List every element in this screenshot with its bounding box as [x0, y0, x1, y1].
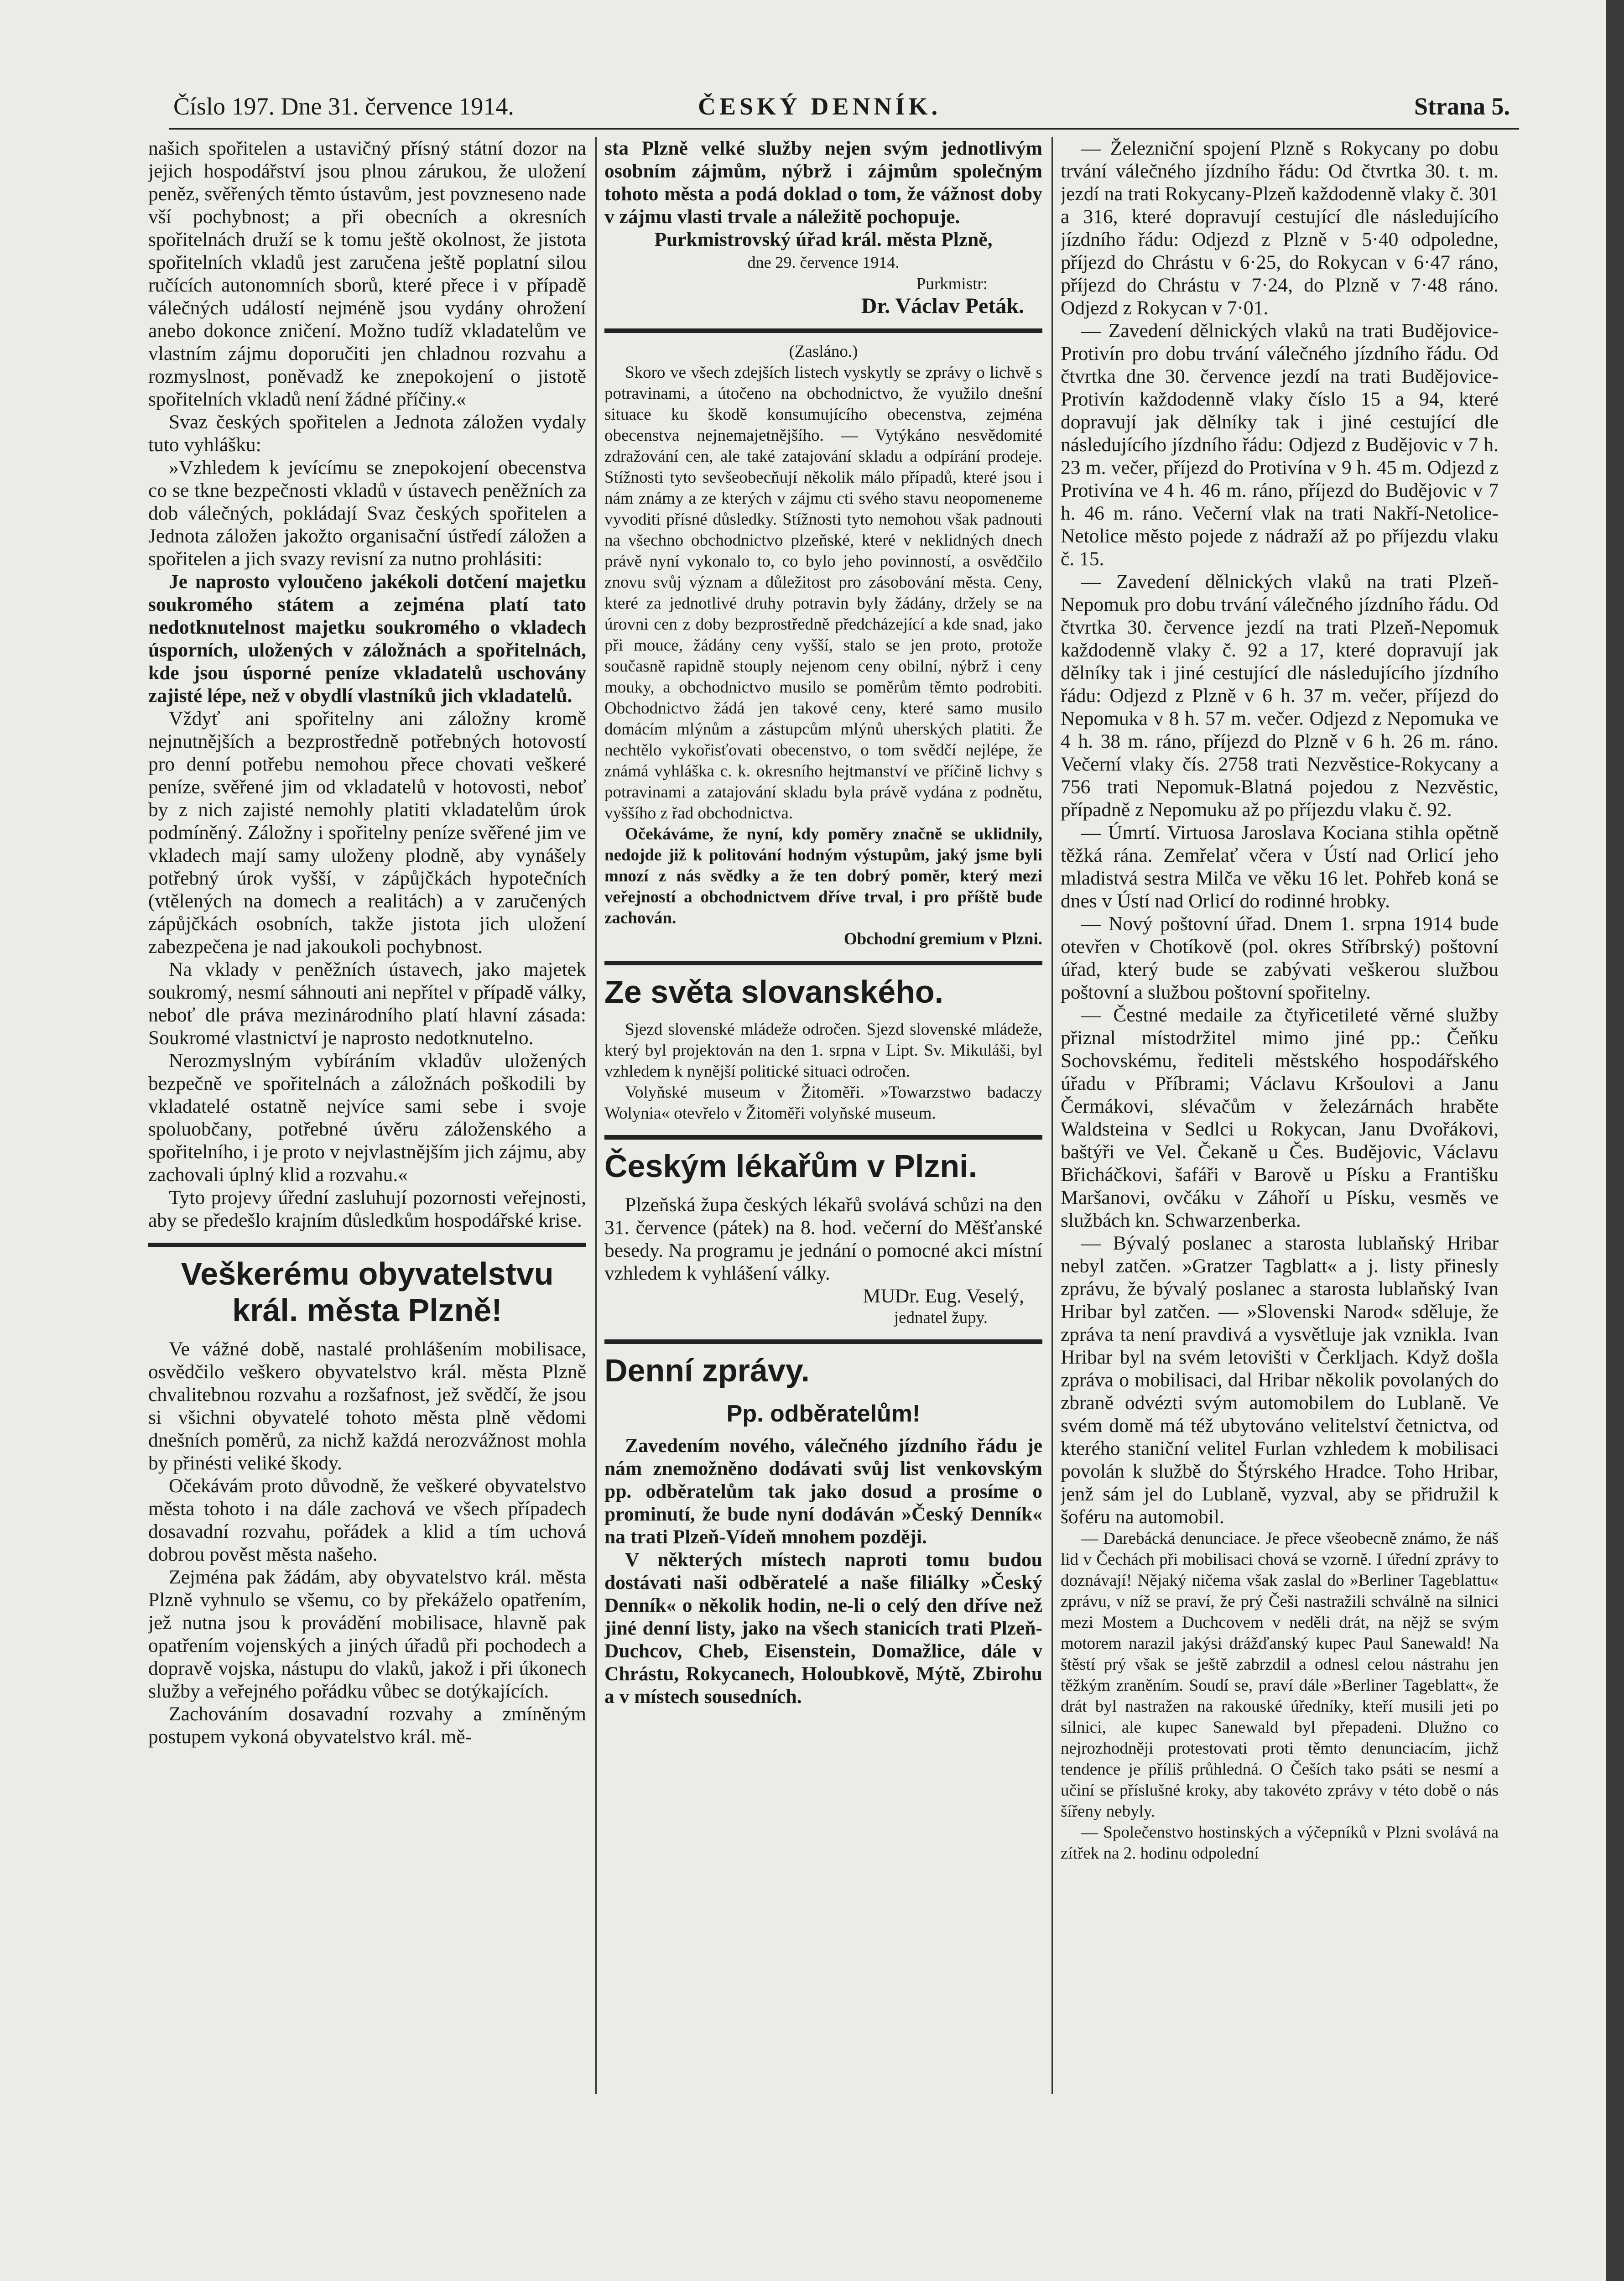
section-headline: Denní zprávy. [604, 1353, 810, 1388]
article-paragraph: Volyňské museum v Žitoměři. »Towarzstwo badaczy Wolynia« otevřelo v Žitoměři volyňské museum. [604, 1083, 1042, 1123]
news-item: — Zavedení dělnických vlaků na trati Plzeň-Nepomuk pro dobu trvání válečného jízdního řádu. Od čtvrtka 30. července jezdí na trati Plzeň-Nepomuk každodenně vlaky č. 92 a 17, které dopravují jak dělníky tak i jiné cestující dle následujícího jízdního řádu: Odjezd z Plzně v 6 h. 37 m. večer, příjezd do Nepomuka v 8 h. 57 m. večer. Odjezd z Nepomuka ve 4 h. 38 m. ráno, příjezd do Plzně v 6 h. 26 m. ráno. Večerní vlaky čís. 2758 trati Nezvěstice-Rokycany a 756 trati Nepomuk-Blatná pojedou z Nezvěstic, případně z Nepomuku až po příjezdu vlaku č. 92. [1061, 571, 1499, 821]
column-1 [148, 137, 586, 2094]
article-paragraph: Tyto projevy úřední zasluhují pozornosti veřejnosti, aby se předešlo krajním důsledkům hospodářské krise. [148, 1187, 586, 1231]
article-paragraph: Na vklady v peněžních ústavech, jako majetek soukromý, nesmí sáhnouti ani nepřítel v případě války, neboť dle práva mezinárodního platí hlavní zásada: Soukromé vlastnictví je naprosto nedotknutelno. [148, 958, 586, 1049]
issue-date: Číslo 197. Dne 31. července 1914. [173, 93, 514, 120]
article-paragraph: Očekávám proto důvodně, že veškeré obyvatelstvo města tohoto i na dále zachová ve všech případech dosavadní rozvahu, pořádek a klid a tím uchová dobrou pověst města našeho. [148, 1475, 586, 1565]
column-2 [604, 137, 1042, 2094]
article-paragraph-bold: V některých místech naproti tomu budou dostávati naši odběratelé a naše filiálky »Český Denník« o několik hodin, ne-li o celý den dříve než jiné denní listy, jako na všech stanicích trati Plzeň-Duchcov, Cheb, Eisenstein, Domažlice, dále v Chrástu, Rokycanech, Holoubkově, Mýtě, Zbirohu a v místech sousedních. [604, 1549, 1042, 1708]
news-item: — Úmrtí. Virtuosa Jaroslava Kociana stihla opětně těžká rána. Zemřelať včera v Ústí nad Orlicí jeho mladistvá sestra Milča ve věku 16 let. Pohřeb koná se dnes v Ústí nad Orlicí do rodinné hrobky. [1061, 822, 1499, 912]
news-item: — Čestné medaile za čtyřicetileté věrné služby přiznal místodržitel mimo jiné pp.: Čeňku Sochovskému, řediteli městského hospodářského úřadu v Příbrami; Václavu Kršoulovi a Janu Čermákovi, slévačům v železárnách hraběte Waldsteina v Sedlci u Rokycan, Janu Dvořákovi, baštýři ve Vel. Čekaně u Čes. Budějovic, Václavu Břicháčkovi, šafáři v Barově u Písku a Františku Maršanovi, ovčáku v Záhoří u Písku, vesměs ve službách kn. Schwarzenberka. [1061, 1004, 1499, 1231]
article-paragraph: Ve vážné době, nastalé prohlášením mobilisace, osvědčilo veškero obyvatelstvo král. města Plzně chvalitebnou rozvahu a rozšafnost, jež svědčí, že jsou si všichni obyvatelé tohoto města plně vědomi dnešních poměrů, za nichž každá nerozvážnost mohla by přinésti veliké škody. [148, 1338, 586, 1474]
column-divider [1051, 137, 1053, 2094]
article-paragraph-bold: Zavedením nového, válečného jízdního řádu je nám znemožněno dodávati svůj list venkovským pp. odběratelům tak jako dosud a prosíme o prominutí, že bude nyní dodáván »Český Denník« na trati Plzeň-Vídeň mnohem později. [604, 1435, 1042, 1548]
section-headline: Českým lékařům v Plzni. [604, 1148, 978, 1184]
doctor-role: jednatel župy. [894, 1308, 988, 1327]
article-paragraph: Zejména pak žádám, aby obyvatelstvo král. města Plzně vyhnulo se všemu, co by překáželo opatřením, jež nutna jsou k provádění mobilisace, hlavně pak opatřením vojenských a jiných úřadů při pochodech a dopravě vojska, nástupu do vlaků, jakož i při úkonech služby a veřejného pořádku vůbec se dotýkajících. [148, 1566, 586, 1702]
zaslano-label: (Zasláno.) [789, 342, 858, 361]
article-paragraph: Vždyť ani spořitelny ani záložny kromě nejnutnějších a bezprostředně potřebných hotovostí pro denní potřebu nemohou přece chovati veškeré peníze, svěřené jim od vkladatelů v hotovosti, neboť by z nich zajisté nemohly platiti vkladatelům úrok podmíněný. Záložny i spořitelny peníze svěřené jim ve vkladech mají samy uloženy plodně, aby vynášely potřebný úrok vyšší, v zápůjčkách hypotečních (vtělených na domech a realitách) a v zaručených zápůjčkách osobních, takže jistota jich uložení zabezpečena je nad jakoukoli pochybnost. [148, 708, 586, 958]
section-headline: Ze světa slovanského. [604, 974, 944, 1010]
dateline: dne 29. července 1914. [747, 253, 900, 271]
gremium-signature: Obchodní gremium v Plzni. [843, 930, 1042, 948]
page-header [169, 87, 1519, 130]
mayor-label: Purkmistr: [916, 275, 988, 293]
subheadline: Pp. odběratelům! [726, 1401, 921, 1427]
article-paragraph: našich spořitelen a ustavičný přísný státní dozor na jejich hospodářství jsou plnou zárukou, že uložení peněz, svěřených těmto ústavům, jest povzneseno nade vší pochybnost; a při obecních a okresních spořitelnách druží se k tomu ještě okolnost, že jistota spořitelních vkladů jest zaručena ještě poplatní silou ručících autonomních sborů, které přece i v případě válečných událostí nejméně jsou vydány ohrožení anebo dokonce zničení. Možno tudíž vkladatelům ve vlastním zájmu doporučiti jen chladnou rozvahu a rozmyslnost, poněvadž ke znepokojení o jistotě spořitelních vkladů není žádné příčiny.« [148, 137, 586, 410]
article-paragraph: »Vzhledem k jevícímu se znepokojení obecenstva co se tkne bezpečnosti vkladů v ústavech peněžních za dob válečných, pokládají Svaz českých spořitelen a Jednota záložen jakožto organisační ústředí záložen a spořitelen a jich svazy revisní za nutno prohlásiti: [148, 457, 586, 570]
section-rule [604, 1135, 1042, 1140]
mayor-signature: Dr. Václav Peták. [861, 294, 1024, 318]
section-rule [604, 328, 1042, 333]
article-paragraph-bold: Je naprosto vyloučeno jakékoli dotčení majetku soukromého státem a zejména platí tato nedotknutelnost majetku soukromého o vkladech úsporních, uložených v záložnách a spořitelnách, kde jsou úsporné peníze vkladatelů uschovány zajisté lépe, než v obydlí vlastníků jich vkladatelů. [148, 571, 586, 707]
article-paragraph: Skoro ve všech zdejších listech vyskytly se zprávy o lichvě s potravinami, a útočeno na obchodnictvo, že využilo dnešní situace ku škodě konsumujícího obecenstva, zejména obecenstva nejnemajetnějšího. — Vytýkáno nesvědomité zdražování cen, ale také zatajování skladu a odpírání prodeje. Stížnosti tyto sevšeobecňují několik málo případů, které jsou i nám známy a ze kterých v zájmu cti svého stavu neopomeneme vyvoditi přísné důsledky. Stížnosti tyto nemohou však padnouti na všechno obchodnictvo plzeňské, které v neklidných dnech právě nyní vykonalo to, co bylo jeho povinností, a osvědčilo znovu svůj význam a důležitost pro zásobování města. Ceny, které za jednotlivé druhy potravin byly žádány, držely se na úrovni cen z doby bezprostředně předcházející a kde snad, jako při mouce, žádány ceny vyšší, stalo se jen proto, protože současně rapidně stouply nejenom ceny obilní, nýbrž i ceny mouky, a obchodnictvo musilo se poměrům těmto podrobiti. Obchodnictvo žádá jen takové ceny, které samo musilo domácím mlýnům a zástupcům mlýnů uherských platiti. Že nechtělo vykořisťovati obecenstvo, o tom svědčí nejlépe, že známá vyhláška c. k. okresního hejtmanství ve příčině lichvy s potravinami a zatajování skladu byla právě vydána z podnětu, vyššího z řad obchodnictva. [604, 363, 1042, 823]
article-paragraph: Nerozmyslným vybíráním vkladův uložených bezpečně ve spořitelnách a záložnách poškodili by vkladatelé ostatně nejvíce sami sebe i svoje spoluobčany, potřebné úvěru záloženského a spořitelního, i je proto v nejvlastnějším jich zájmu, aby zachovali úplný klid a rozvahu.« [148, 1050, 586, 1186]
section-rule [604, 1339, 1042, 1344]
article-paragraph: Plzeňská župa českých lékařů svolává schůzi na den 31. července (pátek) na 8. hod. večerní do Měšťanské besedy. Na programu je jednání o pomocné akci místní vzhledem k vyhlášení války. [604, 1194, 1042, 1284]
article-paragraph: Svaz českých spořitelen a Jednota záložen vydaly tuto vyhlášku: [148, 411, 586, 456]
news-item: — Železniční spojení Plzně s Rokycany po dobu trvání válečného jízdního řádu: Od čtvrtka 30. t. m. jezdí na trati Rokycany-Plzeň každodenně vlaky č. 301 a 316, které dopravují cestující dle následujícího jízdního řádu: Odjezd z Plzně v 5·40 odpoledne, příjezd do Chrástu v 6·25, do Rokycan v 6·47 ráno, příjezd do Chrástu v 7·24, do Plzně v 7·48 ráno. Odjezd z Rokycan v 7·01. [1061, 137, 1499, 319]
section-rule [148, 1243, 586, 1247]
news-item: — Bývalý poslanec a starosta lublaňský Hribar nebyl zatčen. »Gratzer Tagblatt« a j. listy přinesly zprávu, že bývalý poslanec a starosta lublaňský Ivan Hribar byl zatčen. — »Slovenski Narod« sděluje, že zpráva ta není pravdivá a vysvětluje jak vznikla. Ivan Hribar byl na svém letovišti v Čerkljach. Když došla zpráva o mobilisaci, dal Hribar několik povolaných do zbraně odvézti svým automobilem do Lublaně. Ve svém domě má též ubytováno velitelství četnictva, od kterého staniční velitel Furlan vzhledem k mobilisaci povolán k službě do Štýrského Hradce. Toho Hribar, jenž sám jel do Lublaně, vyzval, aby se přidružil k šoféru na automobil. [1061, 1232, 1499, 1528]
article-paragraph: Zachováním dosavadní rozvahy a zmíněným postupem vykoná obyvatelstvo král. mě- [148, 1703, 586, 1748]
page-number: Strana 5. [1414, 93, 1510, 120]
proclamation-headline: Veškerému obyvatelstvu král. města Plzně! [181, 1256, 554, 1328]
column-divider [595, 137, 597, 2094]
news-item: — Zavedení dělnických vlaků na trati Budějovice-Protivín pro dobu trvání válečného jízdního řádu. Od čtvrtka dne 30. července jezdí na trati Budějovice-Protivín každodenně vlaky číslo 15 a 94, které dopravují jak dělníky tak i jiné cestující dle následujícího jízdního řádu: Odjezd z Budějovic v 7 h. 23 m. večer, příjezd do Protivína v 9 h. 45 m. Odjezd z Protivína ve 4 h. 46 m. ráno, příjezd do Budějovic v 7 h. 46 m. ráno. Večerní vlak na trati Nakří-Netolice-Netolice město pojede z nádraží až po příjezdu vlaku č. 15. [1061, 320, 1499, 570]
news-item: — Nový poštovní úřad. Dnem 1. srpna 1914 bude otevřen v Chotíkově (pol. okres Stříbrský) poštovní úřad, který bude se zabývati veškerou službou poštovní a službou poštovní spořitelny. [1061, 913, 1499, 1003]
doctor-signature: MUDr. Eug. Veselý, [863, 1285, 1024, 1307]
news-item: — Společenstvo hostinských a výčepníků v Plzni svolává na zítřek na 2. hodinu odpolední [1061, 1823, 1499, 1863]
article-paragraph: Sjezd slovenské mládeže odročen. Sjezd slovenské mládeže, který byl projektován na den 1. srpna v Lipt. Sv. Mikuláši, byl vzhledem k nynější politické situaci odročen. [604, 1020, 1042, 1081]
office-signature: Purkmistrovský úřad král. města Plzně, [654, 229, 993, 250]
news-item: — Darebácká denunciace. Je přece všeobecně známo, že náš lid v Čechách při mobilisaci chová se vzorně. I úřední zprávy to doznávají! Nějaký ničema však zaslal do »Berliner Tageblattu« zprávu, v níž se praví, že prý Češi nastražili schválně na silnici mezi Mostem a Duchcovem v neděli drát, na nějž se svým motorem narazil jakýsi drážďanský kupec Paul Sanewald! Na štěstí prý však se ještě zabrzdil a odnesl celou nástrahu jen těžkým zraněním. Soudí se, praví dále »Berliner Tageblatt«, že drát byl nastražen na rakouské úředníky, kteří musili jeti po silnici, ale kupec Sanewald byl přepadeni. Dlužno co nejrozhodněji protestovati proti těmto denunciacím, jichž tendence je příliš průhledná. O Češích tako psáti se nesmí a učiní se příslušné kroky, aby takovéto zprávy v této době o nás šířeny nebyly. [1061, 1529, 1499, 1821]
article-paragraph-bold: Očekáváme, že nyní, kdy poměry značně se uklidnily, nedojde již k politování hodným výstupům, jaký jsme byli mnozí z nás svědky a že ten dobrý poměr, který mezi veřejností a obchodnictvem dříve trval, i pro příště bude zachován. [604, 825, 1042, 927]
article-paragraph-bold: sta Plzně velké služby nejen svým jednotlivým osobním zájmům, nýbrž i zájmům společným tohoto města a podá doklad o tom, že vážnost doby v zájmu vlasti trvale a náležitě pochopuje. [604, 137, 1042, 228]
section-rule [604, 961, 1042, 965]
column-3 [1061, 137, 1499, 2094]
newspaper-title: ČESKÝ DENNÍK. [698, 93, 942, 120]
